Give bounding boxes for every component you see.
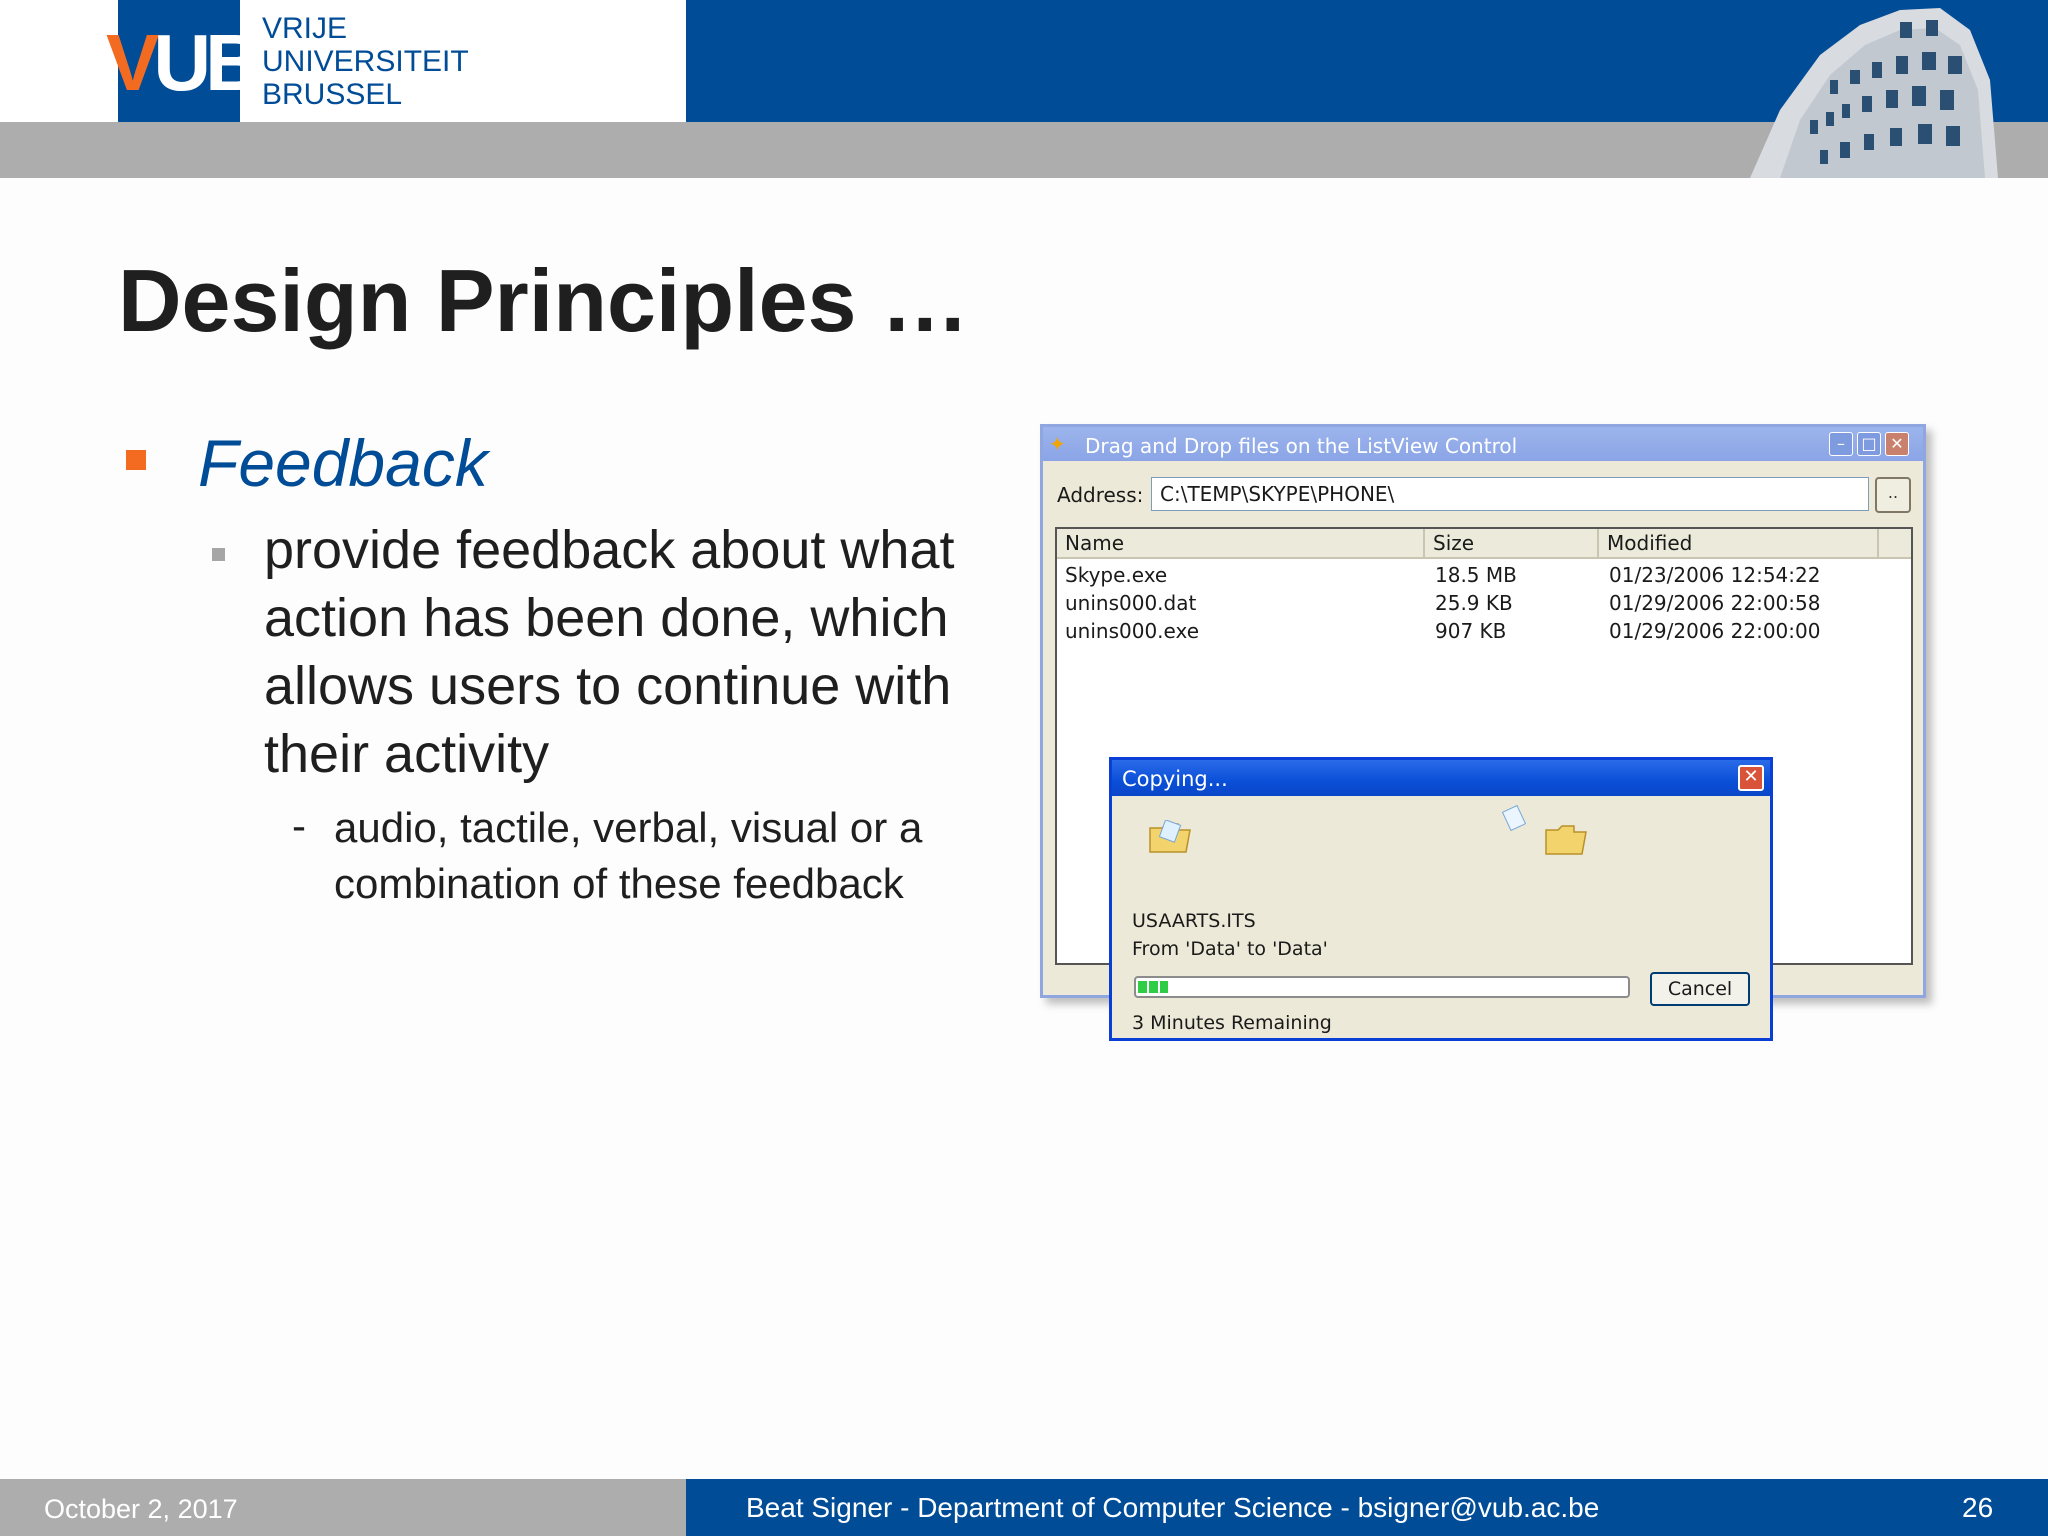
copying-file-name: USAARTS.ITS [1132,910,1256,932]
app-icon: ✦ [1049,432,1066,456]
logo-line-3: BRUSSEL [262,78,403,111]
bullet-feedback: Feedback [198,426,488,500]
file-size: 18.5 MB [1435,563,1517,587]
file-name: unins000.dat [1065,591,1197,615]
vub-logo [106,18,257,108]
copying-title: Copying... [1122,767,1228,791]
cancel-button[interactable]: Cancel [1650,972,1750,1006]
logo-line-2: UNIVERSITEIT [262,45,469,78]
list-item[interactable] [1057,561,1911,589]
window-title: Drag and Drop files on the ListView Control [1085,434,1518,458]
building-image [1740,0,2000,178]
time-remaining: 3 Minutes Remaining [1132,1012,1332,1034]
file-size: 25.9 KB [1435,591,1513,615]
file-listview[interactable] [1055,527,1913,1034]
copying-close-button[interactable]: ✕ [1738,765,1764,791]
footer-author: Beat Signer - Department of Computer Science - bsigner@vub.ac.be [746,1492,1600,1523]
file-modified: 01/29/2006 22:00:00 [1609,619,1821,643]
sub-bullet-text: provide feedback about what action has been done, which allows users to continue with their activity [264,520,955,784]
destination-folder-icon [1544,822,1588,856]
bullet-square-marker [126,450,146,470]
copying-dialog [1109,757,1773,1041]
file-modified: 01/23/2006 12:54:22 [1609,563,1821,587]
file-size: 907 KB [1435,619,1507,643]
footer-date: October 2, 2017 [44,1494,238,1524]
file-name: unins000.exe [1065,619,1200,643]
maximize-button[interactable]: □ [1857,432,1881,456]
address-field[interactable]: C:\TEMP\SKYPE\PHONE\ [1151,477,1869,511]
close-button[interactable]: ✕ [1885,432,1909,456]
window-title-bar[interactable] [1043,427,1923,461]
file-modified: 01/29/2006 22:00:58 [1609,591,1821,615]
browse-button[interactable]: .. [1875,477,1911,513]
logo-line-1: VRIJE [262,12,348,45]
address-label: Address: [1057,483,1144,507]
copying-title-bar[interactable] [1112,760,1770,796]
sub-bullet-marker [212,548,225,561]
flying-paper-icon [1502,804,1546,838]
dash-marker: - [292,802,306,849]
logo-letter-v: V [106,18,154,107]
column-header-modified[interactable]: Modified [1599,529,1879,557]
list-header [1057,529,1911,559]
column-header-name[interactable]: Name [1057,529,1425,557]
copying-from-to: From 'Data' to 'Data' [1132,938,1328,960]
source-folder-icon [1148,820,1192,854]
sub-sub-bullet-text: audio, tactile, verbal, visual or a combination of these feedback [334,804,923,907]
copy-progress-fill [1138,981,1168,993]
slide-title: Design Principles … [118,251,969,350]
university-name [262,12,469,111]
file-name: Skype.exe [1065,563,1168,587]
minimize-button[interactable]: – [1829,432,1853,456]
logo-letters: UB [153,18,257,107]
column-header-size[interactable]: Size [1425,529,1599,557]
copy-progress-bar [1134,976,1630,998]
page-number: 26 [1962,1492,1994,1523]
list-item[interactable] [1057,617,1911,645]
listview-window [1040,424,1926,1034]
list-item[interactable] [1057,589,1911,617]
